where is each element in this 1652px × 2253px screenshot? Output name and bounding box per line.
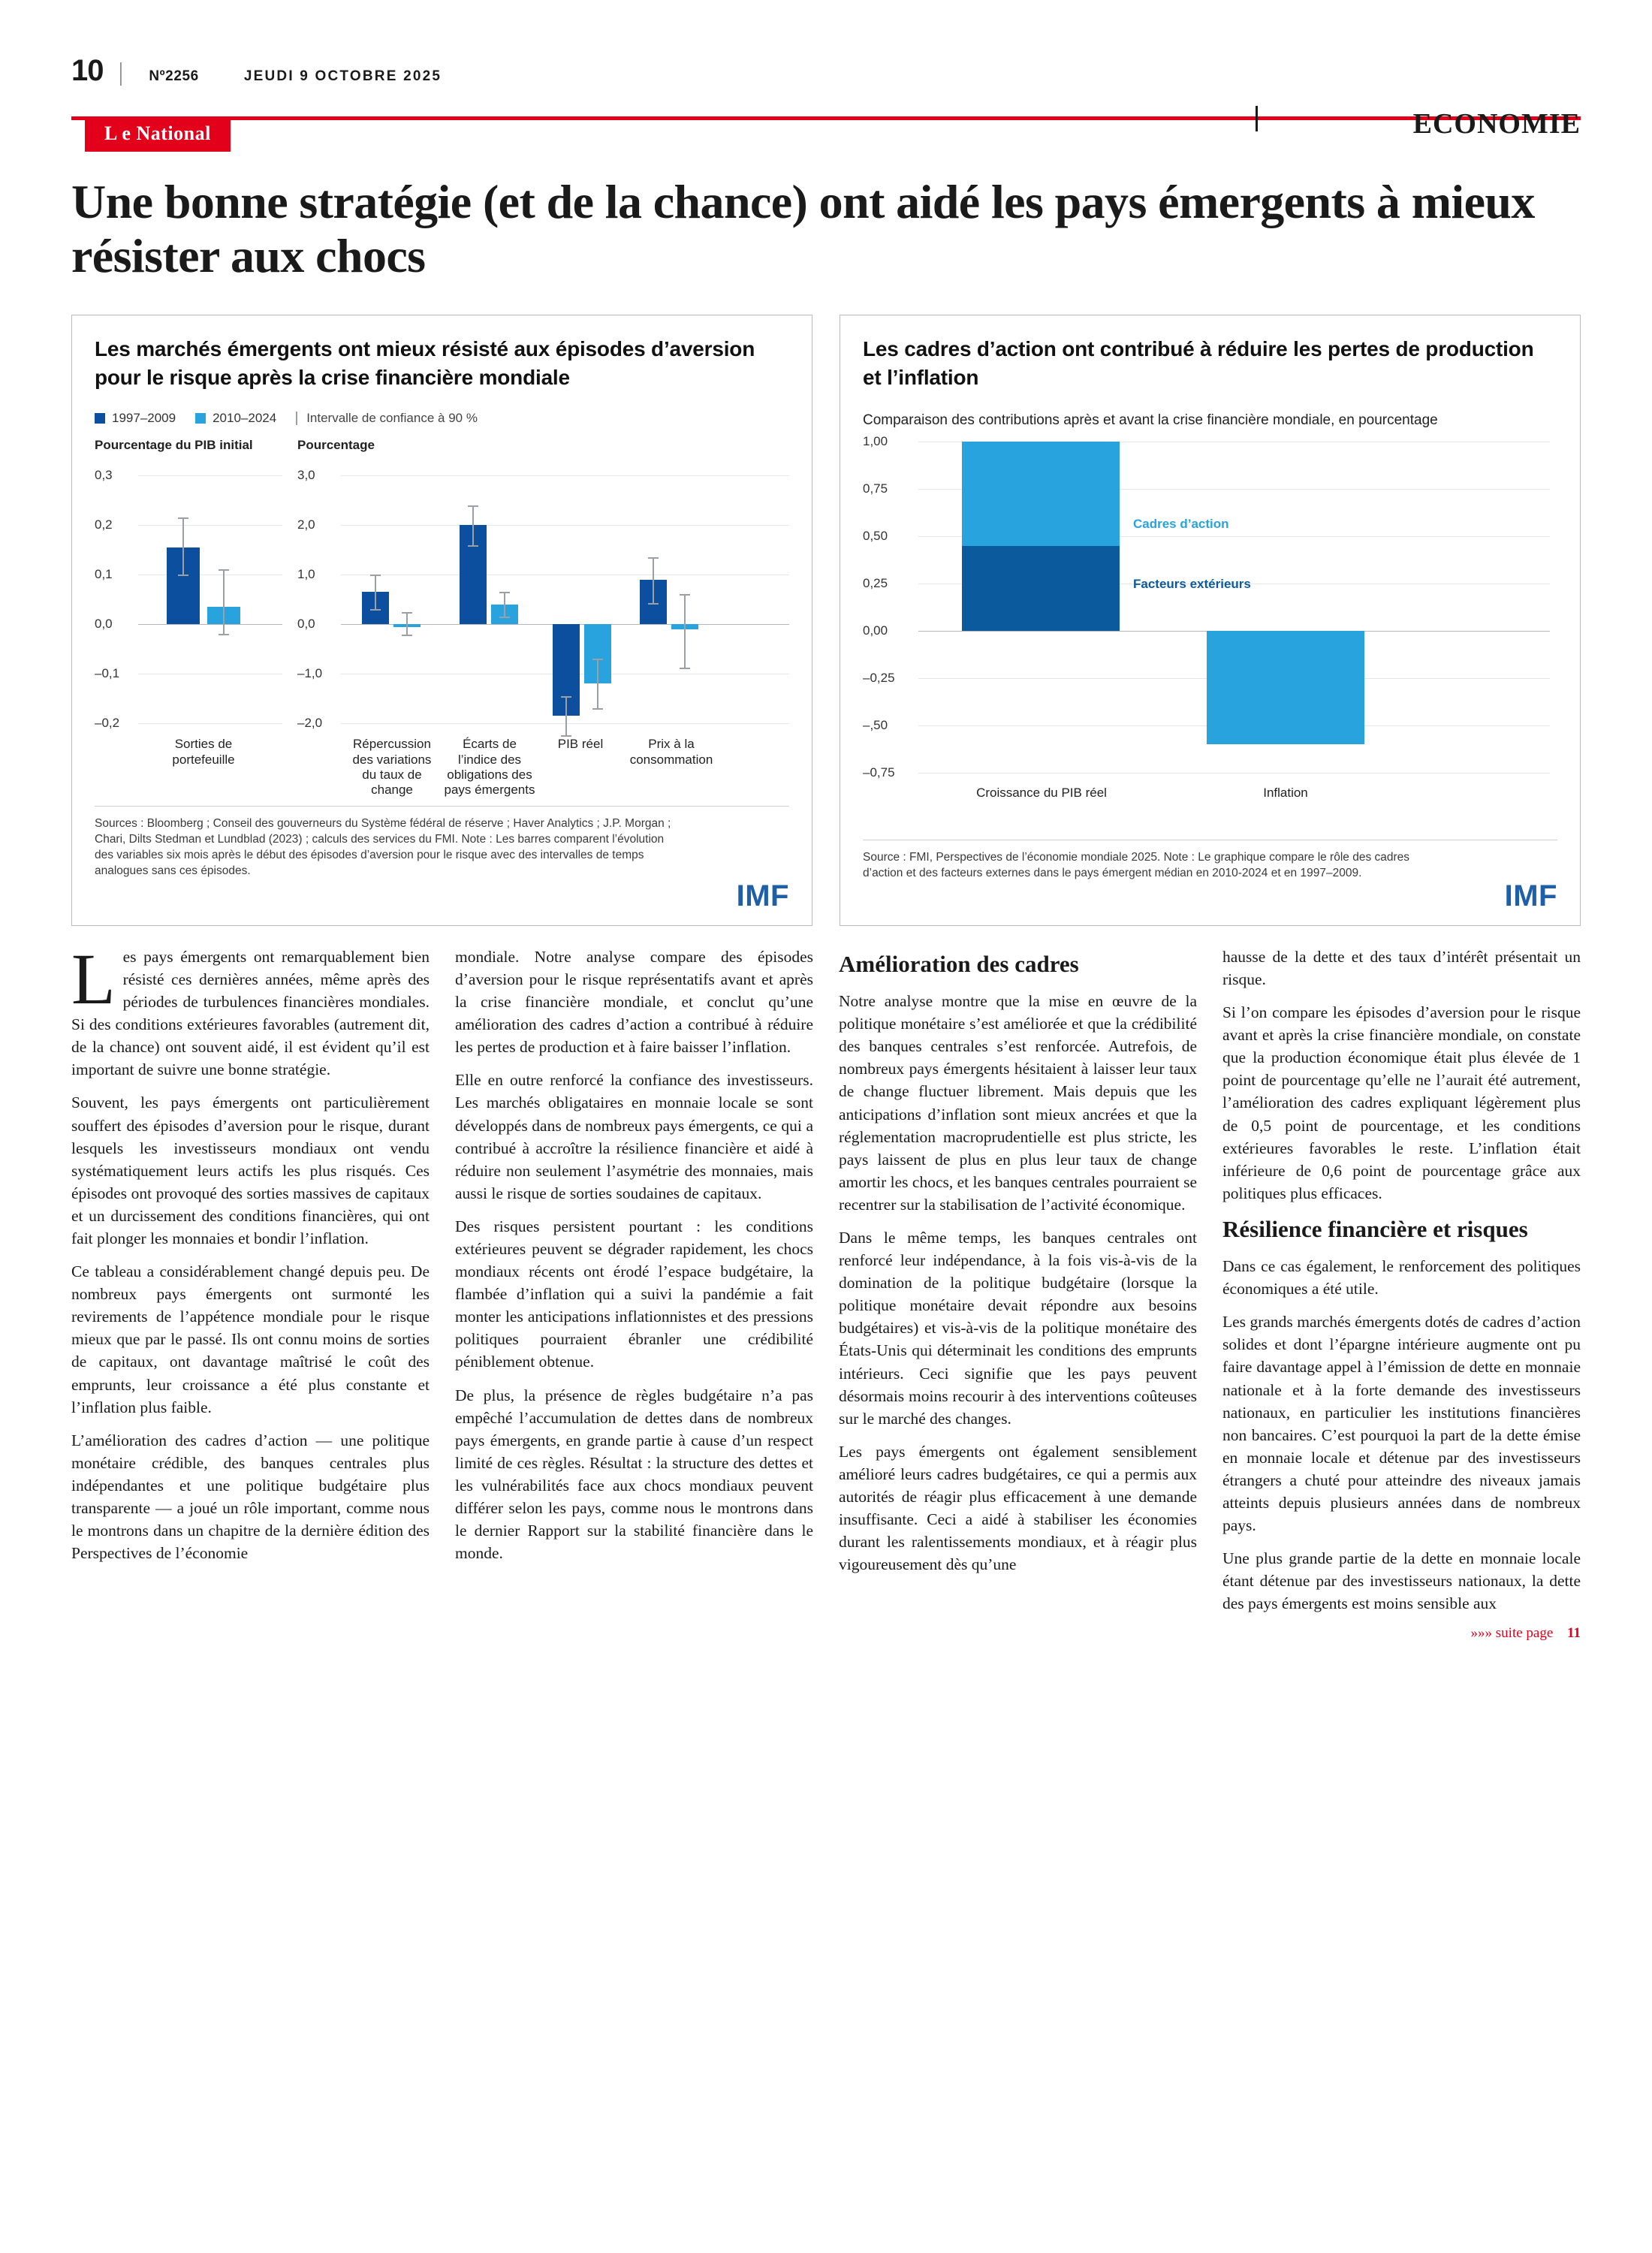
panel-b-category-label-3: Prix à la consommation: [629, 737, 713, 767]
bar-inflation-cadres-daction: [1207, 631, 1364, 744]
chart-right-ytick-1: 0,75: [863, 481, 888, 496]
figure-right: [840, 315, 1581, 926]
paragraph: Ce tableau a considérablement changé depuis peu. De nombreux pays émergents ont surmonté les revirements de l’appétence mondiale pour le risque mieux que par le passé. Ils ont connu moins de sorties de capitaux, ont davantage maîtrisé le coût des emprunts, leur croissance a été plus constante et l’inflation plus faible.: [71, 1262, 430, 1416]
panel-b-plot: [297, 468, 789, 798]
paragraph: Les pays émergents ont également sensiblement amélioré leurs cadres budgétaires, ce qui a permis aux autorités de réagir plus efficacement à une demande insuffisante. Ceci a aidé à stabiliser les économies durant les ralentissements mondiaux, et à réagir plus vigoureusement dès qu’une: [839, 1442, 1197, 1574]
panel-a-ytick-1: 0,2: [95, 517, 113, 532]
chart-right-category-0: Croissance du PIB réel: [976, 785, 1107, 800]
paragraph: mondiale. Notre analyse compare des épisodes d’aversion pour le risque représentatifs avant et après la crise financière mondiale, et conclut qu’une amélioration des cadres d’action a contribué à réduire les pertes de production et à faire baisser l’inflation.: [455, 947, 813, 1057]
chart-right-category-1: Inflation: [1263, 785, 1308, 800]
chart-right-ytick-6: –,50: [863, 717, 888, 732]
figure-left-legend: [95, 411, 789, 426]
paragraph: Souvent, les pays émergents ont particulièrement souffert des épisodes d’aversion pour le risque, durant lesquels les investisseurs mondiaux ont vendu systématiquement leurs actifs les plus risqués. Ces épisodes ont provoqué des sorties massives de capitaux et un durcissement des conditions financières, qui ont fait plonger les monnaies et bondir l’inflation.: [71, 1093, 430, 1247]
figure-right-title: Les cadres d’action ont contribué à réduire les pertes de production et l’inflation: [863, 337, 1534, 389]
masthead-separator: |: [118, 59, 124, 86]
masthead: [71, 0, 1581, 88]
bar-pib-facteurs-exterieurs: [962, 546, 1120, 631]
panel-a-plot: [95, 468, 282, 767]
imf-logo-right: IMF: [1504, 879, 1557, 912]
legend-item-confidence-interval: [296, 411, 478, 426]
paragraph: Les grands marchés émergents dotés de cadres d’action solides et dont l’épargne intérieure augmente ont pu faire davantage appel à l’émission de dette en monnaie nationale et à la forte demande des investisseurs nationaux, en particulier les institutions financières non bancaires. C’est pourquoi la part de la dette émise en monnaie locale et détenue par des investisseurs étrangers a chuté pour atteindre des niveaux jamais atteints depuis plusieurs années dans de nombreux pays.: [1222, 1313, 1581, 1535]
section-title: ECONOMIE: [1412, 108, 1581, 140]
annotation-facteurs-exterieurs: Facteurs extérieurs: [1133, 576, 1251, 591]
subheading-resilience-financiere-et-risques: Résilience financière et risques: [1222, 1215, 1528, 1242]
panel-b-ytick-1: 2,0: [297, 517, 315, 532]
figure-left-source: Sources : Bloomberg ; Conseil des gouverneurs du Système fédéral de réserve ; Haver Analytics ; J.P. Morgan ; Chari, Dilts Stedman et Lundblad (2023) ; calculs des services du FMI. Note : Les barres comparent l’évolution des variables six mois après le début des épisodes d’aversion pour le risque avec des intervalles de temps analogues sans ces épisodes.: [95, 806, 789, 879]
figure-right-subtitle: Comparaison des contributions après et avant la crise financière mondiale, en pourcentage: [863, 412, 1438, 429]
panel-a-ytick-0: 0,3: [95, 468, 113, 483]
panel-b-category-label-1: Écarts de l’indice des obligations des pays émergents: [444, 737, 535, 798]
legend-swatch-2010-2024: [195, 413, 206, 424]
issue-number: Nº2256: [149, 68, 199, 84]
paragraph: Elle en outre renforcé la confiance des investisseurs. Les marchés obligataires en monnaie locale se sont développés dans de nombreux pays émergents, ce qui a contribué à accroître la résilience financière et aidé à réduire non seulement l’asymétrie des monnaies, mais aussi le risque de sorties soudaines de capitaux.: [455, 1071, 813, 1202]
panel-b-ytick-5: –2,0: [297, 716, 323, 731]
continuation-note[interactable]: [1222, 1625, 1581, 1642]
red-rule: [71, 116, 1581, 120]
section-divider: [1256, 106, 1258, 131]
figures-row: [71, 315, 1581, 926]
paragraph: De plus, la présence de règles budgétaire n’a pas empêché l’accumulation de dettes dans de nombreux pays émergents, en grande partie à cause d’un respect limité de ces règles. Résultat : la structure des dettes et les vulnérabilités face aux chocs mondiaux peuvent différer selon les pays, comme nous le montrons dans le dernier Rapport sur la stabilité financière dans le monde.: [455, 1386, 813, 1563]
article-column-2: [455, 946, 813, 1642]
legend-item-1997-2009: [95, 411, 176, 426]
article-column-3: [839, 946, 1197, 1642]
chart-left-panel-a: [95, 438, 282, 798]
chart-right-ytick-2: 0,50: [863, 528, 888, 543]
confidence-interval-icon: [296, 412, 297, 425]
legend-item-2010-2024: [195, 411, 276, 426]
paragraph: L’amélioration des cadres d’action — une politique monétaire crédible, des banques centrales plus indépendantes et une politique budgétaire plus transparente — a joué un rôle important, comme nous le montrons dans un chapitre de la dernière édition des Perspectives de l’économie: [71, 1431, 430, 1563]
paragraph: Les pays émergents ont remarquablement bien résisté ces dernières années, même après des périodes de turbulences financières mondiales. Si des conditions extérieures favorables (autrement dit, de la chance) ont souvent aidé, il est évident qu’il est important de suivre une bonne stratégie.: [71, 938, 430, 1079]
chart-right-ytick-0: 1,00: [863, 433, 888, 448]
panel-b-ytick-0: 3,0: [297, 468, 315, 483]
panel-b-ytick-3: 0,0: [297, 617, 315, 632]
page-number: 10: [71, 54, 104, 87]
panel-a-ytick-5: –0,2: [95, 716, 120, 731]
article-column-4: [1222, 946, 1581, 1642]
subheading-amelioration-des-cadres: Amélioration des cadres: [839, 950, 1079, 977]
chart-left-panel-b: [297, 438, 789, 798]
paragraph: Dans le même temps, les banques centrales ont renforcé leur indépendance, à la fois vis-à-vis de la domination de la politique budgétaire (lorsque la politique monétaire devait répondre aux besoins budgétaires) et vis-à-vis de la politique monétaire des États-Unis qui déterminait les conditions des emprunts intérieurs. Ceci signifie que les pays peuvent désormais moins recourir à des interventions coûteuses sur le marché des changes.: [839, 1228, 1197, 1428]
paragraph: Dans ce cas également, le renforcement des politiques économiques a été utile.: [1222, 1257, 1581, 1298]
panel-b-category-label-2: PIB réel: [557, 737, 604, 752]
legend-label-confidence-interval: Intervalle de confiance à 90 %: [306, 411, 478, 426]
chart-right-ytick-4: 0,00: [863, 623, 888, 638]
panel-a-ytick-2: 0,1: [95, 567, 113, 582]
chart-right-ytick-5: –0,25: [863, 670, 895, 685]
legend-label-1997-2009: 1997–2009: [112, 411, 176, 426]
page-title: Une bonne stratégie (et de la chance) ont aidé les pays émergents à mieux résister aux chocs: [71, 175, 1535, 282]
panel-b-category-label-0: Répercussion des variations du taux de change: [352, 737, 432, 798]
brand-tag: L e National: [85, 116, 231, 152]
dateline: JEUDI 9 OCTOBRE 2025: [243, 68, 442, 84]
chart-right-ytick-7: –0,75: [863, 765, 895, 780]
panel-b-axis-label: Pourcentage: [297, 438, 375, 453]
panel-a-category-label: Sorties de portefeuille: [172, 737, 235, 767]
figure-right-source: Source : FMI, Perspectives de l’économie mondiale 2025. Note : Le graphique compare le rôle des cadres d’action et des facteurs externes dans le pays émergent médian en 2010-2024 et en 1997–2009.: [863, 840, 1557, 912]
errorbar-sorties-2010-2024: [223, 569, 225, 634]
panel-b-ytick-2: 1,0: [297, 567, 315, 582]
figure-left: [71, 315, 812, 926]
chart-right-ytick-3: 0,25: [863, 575, 888, 590]
paragraph: Notre analyse montre que la mise en œuvre de la politique monétaire s’est améliorée et que la crédibilité des banques centrales s’est renforcée. Autrefois, de nombreux pays émergents hésitaient à laisser leur taux de change fluctuer librement. Mais depuis que les anticipations d’inflation sont mieux ancrées et que la réglementation macroprudentielle est plus stricte, les pays laissent de plus en plus leur taux de change amortir les chocs, et les banques centrales pourraient se recentrer sur la stabilisation de l’activité économique.: [839, 992, 1197, 1214]
paragraph: Des risques persistent pourtant : les conditions extérieures peuvent se dégrader rapidement, les chocs mondiaux récents ont érodé l’espace budgétaire, la flambée d’inflation qui a suivi la pandémie a fait monter les anticipations inflationnistes et des pressions politiques pourraient ébranler une crédibilité péniblement obtenue.: [455, 1217, 813, 1371]
chart-left: [95, 438, 789, 798]
panel-b-ytick-4: –1,0: [297, 666, 323, 681]
panel-a-ytick-3: 0,0: [95, 617, 113, 632]
chart-right: [863, 433, 1557, 832]
paragraph: hausse de la dette et des taux d’intérêt présentait un risque.: [1222, 947, 1581, 988]
panel-a-ytick-4: –0,1: [95, 666, 120, 681]
figure-left-title: Les marchés émergents ont mieux résisté aux épisodes d’aversion pour le risque après la crise financière mondiale: [95, 337, 755, 389]
imf-logo-left: IMF: [736, 879, 789, 912]
errorbar-sorties-1997-2009: [182, 517, 184, 575]
article-body: [71, 938, 1581, 1642]
section-bar: [71, 106, 1581, 149]
bar-pib-cadres-daction: [962, 442, 1120, 546]
continuation-label: »»» suite page: [1470, 1625, 1554, 1642]
paragraph: Si l’on compare les épisodes d’aversion pour le risque avant et après la crise financière mondiale, on constate que la production économique était plus élevée de 1 point de pourcentage qu’elle ne l’aurait été autrement, l’amélioration des cadres expliquant légèrement plus de 0,5 point de pourcentage, et les conditions extérieures favorables le reste. L’inflation était inférieure de 0,6 point de pourcentage grâce aux politiques plus efficaces.: [1222, 1003, 1581, 1202]
legend-swatch-1997-2009: [95, 413, 105, 424]
legend-label-2010-2024: 2010–2024: [213, 411, 277, 426]
panel-a-axis-label: Pourcentage du PIB initial: [95, 438, 253, 453]
continuation-page: 11: [1567, 1625, 1581, 1642]
paragraph: Une plus grande partie de la dette en monnaie locale étant détenue par des investisseurs nationaux, la dette des pays émergents est moins sensible aux: [1222, 1549, 1581, 1613]
article-column-1: [71, 938, 430, 1642]
annotation-cadres-daction: Cadres d’action: [1133, 516, 1229, 531]
